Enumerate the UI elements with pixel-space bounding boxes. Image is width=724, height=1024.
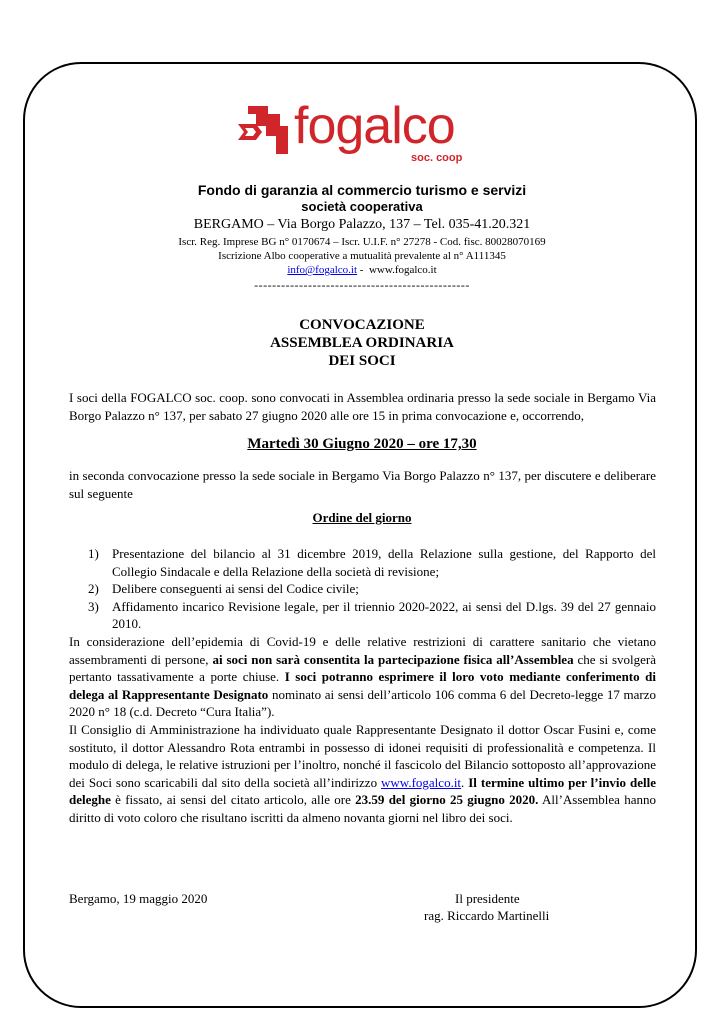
agenda-text: Presentazione del bilancio al 31 dicembre 2019, della Relazione sulla gestione, del Rapporto del Collegio Sindacale e della Relazione della società di revisione; <box>112 546 656 579</box>
intro-paragraph: I soci della FOGALCO soc. coop. sono convocati in Assemblea ordinaria presso la sede sociale in Bergamo Via Borgo Palazzo n° 137, per sabato 27 giugno 2020 alle ore 15 in prima convocazione e, occorrendo, <box>69 390 656 423</box>
title-line-2: ASSEMBLEA ORDINARIA <box>270 335 454 351</box>
body-text: che si svolgerà pertanto tassativamente a porte chiuse. <box>69 651 656 684</box>
body-text: Il Consiglio di Amministrazione ha individuato quale Rappresentante Designato il dottor Oscar Fusini e, come sostituto, il dottor Alessandro Rota entrambi in possesso di idonei requisiti di professionalità e competenza. Il modulo di delega, le relative istruzioni per l’inoltro, nonché il fascicolo del Bilancio sottoposto all’approvazione dei Soci sono scaricabili dal sito della società all’indirizzo <box>69 722 656 790</box>
body-text: . <box>461 774 469 790</box>
logo-wordmark: fogalco <box>294 97 455 155</box>
agenda-list <box>88 545 656 633</box>
list-item <box>88 580 656 598</box>
body-text: All’Assemblea hanno diritto di voto coloro che risultano iscritti da almeno novanta giorni nel libro dei soci. <box>69 792 657 825</box>
fogalco-logo <box>236 97 486 170</box>
signature-name: rag. Riccardo Martinelli <box>424 908 550 923</box>
delegate-paragraph <box>69 721 656 826</box>
header-registration: Iscr. Reg. Imprese BG n° 0170674 – Iscr. U.I.F. n° 27278 - Cod. fisc. 80028070169 <box>178 236 546 248</box>
covid-paragraph <box>69 633 656 721</box>
agenda-title: Ordine del giorno <box>312 510 412 525</box>
title-line-3: DEI SOCI <box>328 353 396 369</box>
notice-title <box>0 316 724 370</box>
header-org-name: Fondo di garanzia al commercio turismo e servizi <box>197 182 527 198</box>
website-link[interactable]: www.fogalco.it <box>381 774 462 790</box>
agenda-text: Delibere conseguenti ai sensi del Codice civile; <box>112 581 359 596</box>
body-bold-text: 23.59 del giorno 25 giugno 2020. <box>355 792 539 807</box>
website-text: www.fogalco.it <box>368 264 437 276</box>
body-text: In considerazione dell’epidemia di Covid-19 e delle relative restrizioni di carattere sanitario che vietano assembramenti di persone, <box>69 634 656 667</box>
email-link[interactable]: info@fogalco.it <box>287 264 358 276</box>
list-item <box>88 545 656 580</box>
body-bold-text: I soci potranno esprimere il loro voto mediante conferimento di delega al Rappresentante Designato <box>69 669 656 702</box>
second-call-date: Martedì 30 Giugno 2020 – ore 17,30 <box>247 436 477 452</box>
header-divider: ------------------------------------------------ <box>254 278 470 292</box>
header-address: BERGAMO – Via Borgo Palazzo, 137 – Tel. 035-41.20.321 <box>193 217 531 232</box>
body-text: è fissato, ai sensi del citato articolo, alle ore <box>110 792 356 807</box>
signature-role: Il presidente <box>455 891 520 906</box>
body-bold-text: ai soci non sarà consentita la partecipazione fisica all’Assemblea <box>212 651 574 667</box>
title-line-1: CONVOCAZIONE <box>299 317 425 333</box>
header-org-type: società cooperativa <box>301 199 423 214</box>
contact-separator: - <box>357 264 369 276</box>
header-contacts <box>0 263 724 277</box>
header-albo: Iscrizione Albo cooperative a mutualità prevalente al n° A111345 <box>218 250 506 262</box>
body-bold-text: Il termine ultimo per l’invio delle deleghe <box>69 774 656 807</box>
logo-subtitle: soc. coop <box>411 152 463 164</box>
logo-mark-icon <box>236 102 292 158</box>
body-text: nominato ai sensi dell’articolo 106 comma 6 del Decreto-legge 17 marzo 2020 n° 18 (c.d. Decreto “Cura Italia”). <box>69 686 656 719</box>
list-item <box>88 598 656 633</box>
place-date: Bergamo, 19 maggio 2020 <box>69 891 208 906</box>
agenda-number: 3) <box>88 598 99 614</box>
agenda-number: 2) <box>88 581 99 596</box>
agenda-text: Affidamento incarico Revisione legale, per il triennio 2020-2022, ai sensi del D.lgs. 39 del 27 gennaio 2010. <box>112 598 656 631</box>
second-call-paragraph: in seconda convocazione presso la sede sociale in Bergamo Via Borgo Palazzo n° 137, per discutere e deliberare sul seguente <box>69 468 656 501</box>
agenda-number: 1) <box>88 546 99 561</box>
